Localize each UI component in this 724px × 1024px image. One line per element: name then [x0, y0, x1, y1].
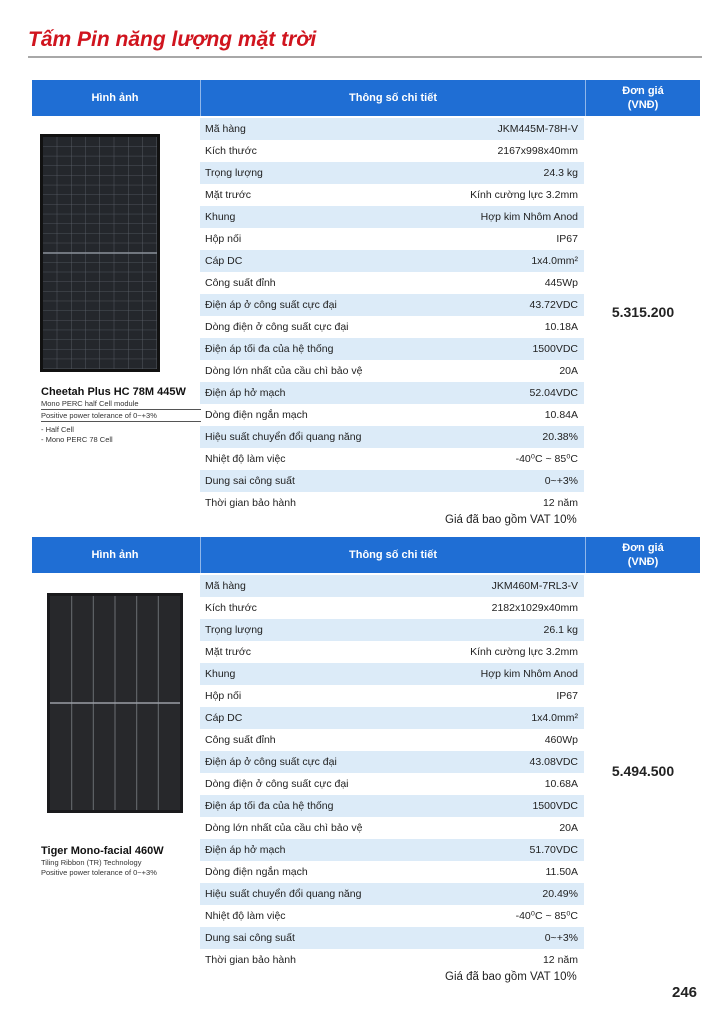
header-image-column: Hình ảnh: [91, 549, 139, 561]
product-price: 5.494.500: [611, 763, 675, 779]
spec-label: Kích thước: [205, 602, 257, 614]
spec-row: [200, 404, 584, 426]
spec-value: 43.08VDC: [529, 756, 578, 768]
spec-row: [200, 118, 584, 140]
spec-value: 52.04VDC: [529, 387, 578, 399]
spec-label: Nhiệt độ làm việc: [205, 453, 286, 465]
spec-label: Điện áp hở mạch: [205, 387, 286, 399]
spec-table: [200, 118, 584, 514]
spec-row: [200, 316, 584, 338]
spec-row: [200, 470, 584, 492]
header-price-column: [586, 84, 700, 112]
spec-value: Hợp kim Nhôm Anod: [480, 211, 578, 223]
spec-row: [200, 861, 584, 883]
model-description-line: Positive power tolerance of 0~+3%: [41, 411, 201, 422]
spec-row: [200, 575, 584, 597]
spec-label: Hộp nối: [205, 233, 242, 245]
spec-label: Nhiệt độ làm việc: [205, 910, 286, 922]
spec-value: 1500VDC: [532, 343, 578, 355]
spec-label: Dung sai công suất: [205, 932, 295, 944]
spec-row: [200, 751, 584, 773]
spec-value: 20.49%: [542, 888, 578, 900]
table-header: [32, 80, 700, 116]
model-info: [41, 845, 201, 877]
header-price-column: [586, 541, 700, 569]
spec-row: [200, 927, 584, 949]
spec-label: Kích thước: [205, 145, 257, 157]
spec-row: [200, 294, 584, 316]
model-description-line: Tiling Ribbon (TR) Technology: [41, 858, 142, 867]
spec-value: JKM460M-7RL3-V: [491, 580, 578, 592]
spec-value: 10.18A: [544, 321, 578, 333]
spec-value: 10.68A: [544, 778, 578, 790]
spec-value: 10.84A: [544, 409, 578, 421]
spec-label: Dòng lớn nhất của cầu chì bảo vệ: [205, 365, 363, 377]
spec-value: -40⁰C ~ 85⁰C: [515, 910, 578, 922]
table-header: [32, 537, 700, 573]
spec-value: 1x4.0mm²: [531, 255, 578, 267]
spec-label: Dòng điện ở công suất cực đại: [205, 321, 349, 333]
spec-label: Dòng điện ngắn mạch: [205, 866, 308, 878]
spec-label: Hiệu suất chuyển đổi quang năng: [205, 888, 362, 900]
spec-value: Kính cường lực 3.2mm: [470, 189, 578, 201]
spec-row: [200, 492, 584, 514]
spec-value: 12 năm: [542, 954, 578, 966]
spec-row: [200, 272, 584, 294]
spec-row: [200, 597, 584, 619]
spec-label: Điện áp ở công suất cực đại: [205, 756, 337, 768]
spec-row: [200, 448, 584, 470]
model-description-line: Positive power tolerance of 0~+3%: [41, 868, 157, 877]
spec-value: 26.1 kg: [543, 624, 578, 636]
spec-value: -40⁰C ~ 85⁰C: [515, 453, 578, 465]
model-name: Tiger Mono-facial 460W: [41, 845, 164, 857]
spec-row: [200, 619, 584, 641]
header-price-label: Đơn giá: [622, 85, 664, 97]
spec-label: Dung sai công suất: [205, 475, 295, 487]
spec-value: 0~+3%: [544, 932, 578, 944]
spec-table: [200, 575, 584, 971]
header-spec-column: Thông số chi tiết: [200, 80, 586, 116]
model-description-line: Mono PERC half Cell module: [41, 399, 201, 410]
spec-label: Hiệu suất chuyển đổi quang năng: [205, 431, 362, 443]
spec-row: [200, 338, 584, 360]
spec-value: 20A: [559, 365, 578, 377]
spec-label: Công suất đỉnh: [205, 734, 276, 746]
spec-row: [200, 162, 584, 184]
solar-panel-image: [47, 593, 183, 813]
solar-panel-cell-grid: [50, 596, 180, 810]
spec-value: IP67: [556, 233, 578, 245]
spec-label: Dòng điện ở công suất cực đại: [205, 778, 349, 790]
spec-label: Điện áp hở mạch: [205, 844, 286, 856]
spec-row: [200, 707, 584, 729]
spec-value: 460Wp: [544, 734, 578, 746]
spec-value: 2167x998x40mm: [497, 145, 578, 157]
product-card-cheetah: [32, 80, 700, 530]
header-image-column: Hình ảnh: [91, 92, 139, 104]
product-card-tiger: [32, 537, 700, 987]
spec-label: Mặt trước: [205, 189, 251, 201]
model-name: Cheetah Plus HC 78M 445W: [41, 386, 186, 398]
spec-value: 24.3 kg: [543, 167, 578, 179]
vat-note: Giá đã bao gồm VAT 10%: [445, 514, 577, 526]
page-number: 246: [672, 984, 698, 1001]
spec-label: Cáp DC: [205, 712, 243, 724]
spec-value: IP67: [556, 690, 578, 702]
spec-row: [200, 382, 584, 404]
spec-label: Công suất đỉnh: [205, 277, 276, 289]
spec-label: Điện áp tối đa của hệ thống: [205, 800, 334, 812]
spec-label: Khung: [205, 668, 236, 680]
spec-value: 1500VDC: [532, 800, 578, 812]
spec-label: Thời gian bảo hành: [205, 497, 296, 509]
spec-value: 2182x1029x40mm: [491, 602, 578, 614]
spec-label: Cáp DC: [205, 255, 243, 267]
spec-row: [200, 795, 584, 817]
spec-value: 51.70VDC: [529, 844, 578, 856]
spec-value: 12 năm: [542, 497, 578, 509]
model-info: [41, 386, 201, 444]
spec-row: [200, 905, 584, 927]
spec-value: 445Wp: [544, 277, 578, 289]
spec-row: [200, 949, 584, 971]
spec-row: [200, 773, 584, 795]
spec-label: Thời gian bảo hành: [205, 954, 296, 966]
spec-row: [200, 685, 584, 707]
spec-row: [200, 426, 584, 448]
spec-value: 0~+3%: [544, 475, 578, 487]
spec-label: Dòng lớn nhất của cầu chì bảo vệ: [205, 822, 363, 834]
spec-label: Điện áp tối đa của hệ thống: [205, 343, 334, 355]
spec-value: Hợp kim Nhôm Anod: [480, 668, 578, 680]
header-price-unit: (VNĐ): [627, 556, 659, 568]
model-feature: - Half Cell: [41, 425, 74, 434]
spec-value: 20.38%: [542, 431, 578, 443]
spec-label: Trọng lượng: [205, 167, 263, 179]
spec-row: [200, 140, 584, 162]
spec-label: Mã hàng: [205, 123, 246, 135]
spec-value: JKM445M-78H-V: [497, 123, 578, 135]
spec-row: [200, 641, 584, 663]
title-divider: [28, 56, 702, 58]
spec-label: Trọng lượng: [205, 624, 263, 636]
spec-row: [200, 883, 584, 905]
spec-row: [200, 228, 584, 250]
spec-label: Dòng điện ngắn mạch: [205, 409, 308, 421]
solar-panel-cell-grid: [43, 137, 157, 369]
spec-value: 20A: [559, 822, 578, 834]
spec-row: [200, 817, 584, 839]
spec-row: [200, 729, 584, 751]
spec-row: [200, 839, 584, 861]
header-price-unit: (VNĐ): [627, 99, 659, 111]
spec-row: [200, 206, 584, 228]
spec-value: Kính cường lực 3.2mm: [470, 646, 578, 658]
spec-label: Mặt trước: [205, 646, 251, 658]
spec-row: [200, 250, 584, 272]
spec-label: Điện áp ở công suất cực đại: [205, 299, 337, 311]
header-price-label: Đơn giá: [622, 542, 664, 554]
spec-row: [200, 663, 584, 685]
spec-label: Mã hàng: [205, 580, 246, 592]
spec-value: 43.72VDC: [529, 299, 578, 311]
product-price: 5.315.200: [611, 304, 675, 320]
spec-label: Hộp nối: [205, 690, 242, 702]
model-feature: - Mono PERC 78 Cell: [41, 435, 113, 444]
solar-panel-image: [40, 134, 160, 372]
spec-value: 11.50A: [545, 866, 578, 878]
spec-label: Khung: [205, 211, 236, 223]
spec-row: [200, 360, 584, 382]
spec-row: [200, 184, 584, 206]
page-title: Tấm Pin năng lượng mặt trời: [28, 28, 317, 51]
header-spec-column: Thông số chi tiết: [200, 537, 586, 573]
vat-note: Giá đã bao gồm VAT 10%: [445, 971, 577, 983]
spec-value: 1x4.0mm²: [531, 712, 578, 724]
